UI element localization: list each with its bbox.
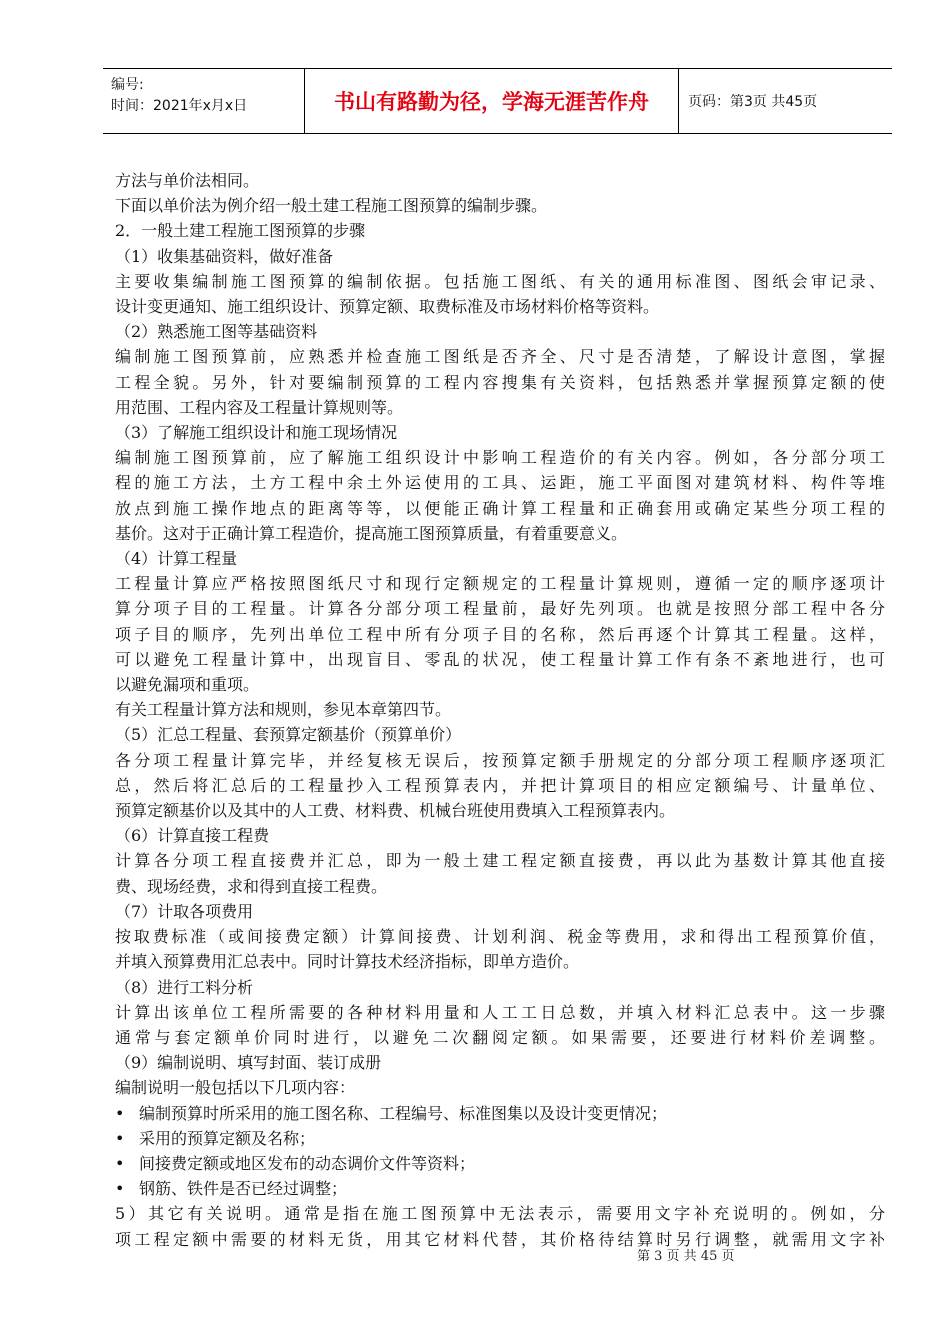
body-line: 2．一般土建工程施工图预算的步骤 [115, 221, 366, 241]
body-line: 各分项工程量计算完毕，并经复核无误后，按预算定额手册规定的分部分项工程顺序逐项汇 [115, 750, 885, 770]
body-line: 计算出该单位工程所需要的各种材料用量和人工工日总数，并填入材料汇总表中。这一步骤 [115, 1002, 885, 1022]
bullet-item [115, 1176, 885, 1201]
body-line: 程的施工方法，土方工程中余土外运使用的工具、运距，施工平面图对建筑材料、构件等堆 [115, 473, 885, 493]
body-line: （9）编制说明、填写封面、装订成册 [115, 1053, 382, 1073]
body-line: 计算各分项工程直接费并汇总，即为一般土建工程定额直接费，再以此为基数计算其他直接 [115, 851, 885, 871]
body-line: 按取费标准（或间接费定额）计算间接费、计划利润、税金等费用，求和得出工程预算价值， [115, 927, 885, 947]
body-line: 预算定额基价以及其中的人工费、材料费、机械台班使用费填入工程预算表内。 [115, 801, 676, 821]
bullet-text: 采用的预算定额及名称； [139, 1128, 316, 1148]
body-line: （1）收集基础资料，做好准备 [115, 246, 334, 266]
bullet-text: 间接费定额或地区发布的动态调价文件等资料； [139, 1153, 476, 1173]
bullet-dot-icon: • [115, 1103, 125, 1123]
body-line: （7）计取各项费用 [115, 901, 254, 921]
body-line: 编制施工图预算前，应熟悉并检查施工图纸是否齐全、尺寸是否清楚，了解设计意图，掌握 [115, 347, 885, 367]
body-line: 并填入预算费用汇总表中。同时计算技术经济指标，即单方造价。 [115, 952, 580, 972]
body-line: 项工程定额中需要的材料无货，用其它材料代替，其价格待结算时另行调整，就需用文字补 [115, 1229, 885, 1249]
bullet-text: 钢筋、铁件是否已经过调整； [139, 1179, 348, 1199]
bullet-text: 编制预算时所采用的施工图名称、工程编号、标准图集以及设计变更情况； [139, 1103, 668, 1123]
document-body [115, 168, 885, 1252]
body-line: 算分项子目的工程量。计算各分部分项工程量前，最好先列项。也就是按照分部工程中各分 [115, 599, 885, 619]
bullet-item [115, 1151, 885, 1176]
body-line: 有关工程量计算方法和规则，参见本章第四节。 [115, 700, 452, 720]
body-line: 设计变更通知、施工组织设计、预算定额、取费标准及市场材料价格等资料。 [115, 297, 660, 317]
header-motto: 书山有路勤为径，学海无涯苦作舟 [304, 69, 679, 133]
body-line: 5）其它有关说明。通常是指在施工图预算中无法表示，需要用文字补充说明的。例如，分 [115, 1204, 885, 1224]
bullet-dot-icon: • [115, 1153, 125, 1173]
body-line: 方法与单价法相同。 [115, 171, 260, 190]
body-line: （5）汇总工程量、套预算定额基价（预算单价） [115, 725, 462, 745]
body-line: 编制施工图预算前，应了解施工组织设计中影响工程造价的有关内容。例如，各分部分项工 [115, 448, 885, 468]
body-line: 基价。这对于正确计算工程造价，提高施工图预算质量，有着重要意义。 [115, 523, 628, 543]
body-line: （4）计算工程量 [115, 549, 238, 569]
header-page-info: 页码：第3页 共45页 [688, 94, 818, 110]
body-line: 项子目的顺序，先列出单位工程中所有分项子目的名称，然后再逐个计算其工程量。这样， [115, 624, 885, 644]
body-line: 通常与套定额单价同时进行，以避免二次翻阅定额。如果需要，还要进行材料价差调整。 [115, 1027, 885, 1047]
bullet-item [115, 1126, 885, 1151]
body-line: 主要收集编制施工图预算的编制依据。包括施工图纸、有关的通用标准图、图纸会审记录、 [115, 271, 885, 291]
body-line: （2）熟悉施工图等基础资料 [115, 322, 318, 342]
body-line: 费、现场经费，求和得到直接工程费。 [115, 876, 388, 896]
body-line: 以避免漏项和重项。 [115, 675, 260, 695]
body-line: 编制说明一般包括以下几项内容： [115, 1078, 356, 1098]
body-line: 下面以单价法为例介绍一般土建工程施工图预算的编制步骤。 [115, 196, 548, 216]
page-footer: 第 3 页 共 45 页 [637, 1249, 735, 1264]
body-line: 总，然后将汇总后的工程量抄入工程预算表内，并把计算项目的相应定额编号、计量单位、 [115, 775, 885, 795]
bullet-dot-icon: • [115, 1179, 125, 1199]
bullet-dot-icon: • [115, 1128, 125, 1148]
body-line: 用范围、工程内容及工程量计算规则等。 [115, 397, 404, 417]
body-line: 放点到施工操作地点的距离等等，以便能正确计算工程量和正确套用或确定某些分项工程的 [115, 498, 885, 518]
page-header [103, 68, 892, 134]
body-line: （6）计算直接工程费 [115, 826, 270, 846]
bullet-item [115, 1101, 885, 1126]
time-label: 时间：2021年x月x日 [111, 98, 248, 114]
body-line: （3）了解施工组织设计和施工现场情况 [115, 423, 398, 443]
body-line: 工程全貌。另外，针对要编制预算的工程内容搜集有关资料，包括熟悉并掌握预算定额的使 [115, 372, 885, 392]
serial-label: 编号: [111, 77, 144, 93]
header-meta [103, 69, 304, 133]
body-line: 可以避免工程量计算中，出现盲目、零乱的状况，使工程量计算工作有条不紊地进行，也可 [115, 649, 885, 669]
body-line: 工程量计算应严格按照图纸尺寸和现行定额规定的工程量计算规则，遵循一定的顺序逐项计 [115, 574, 885, 594]
body-line: （8）进行工料分析 [115, 977, 254, 997]
